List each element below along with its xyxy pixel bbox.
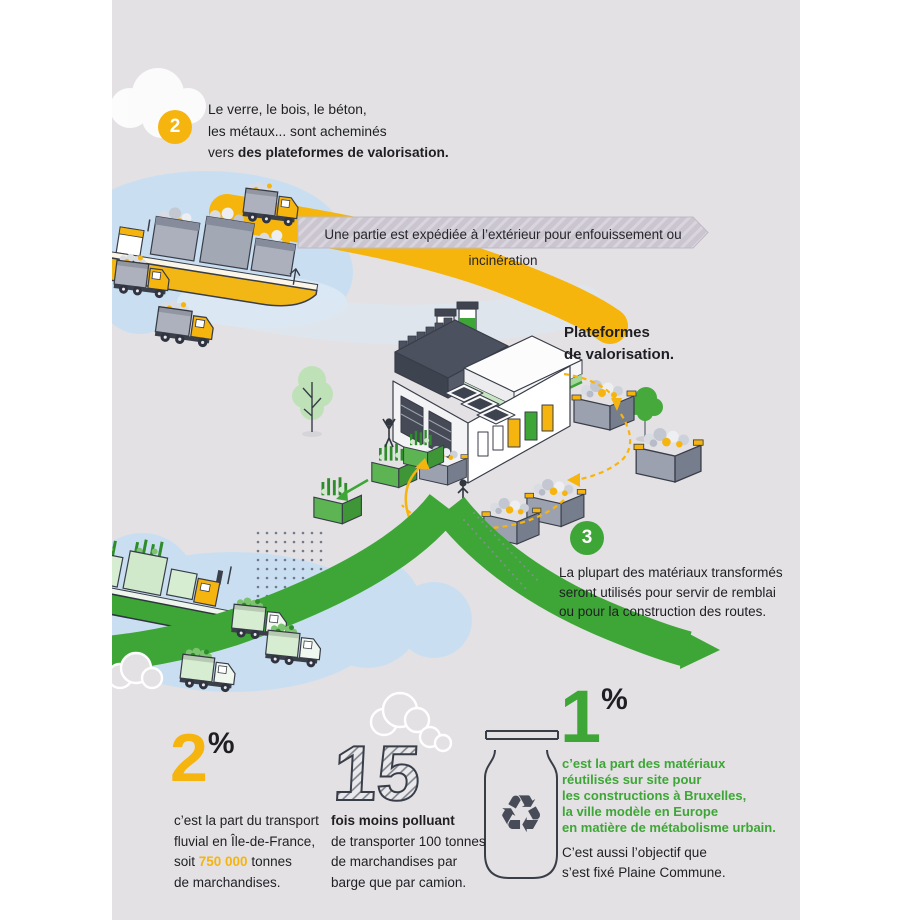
recycle-icon: ♻: [497, 785, 545, 845]
step-2-line2: les métaux... sont acheminés: [208, 123, 387, 139]
stat-fluvial-text: c’est la part du transport fluvial en Île-de-France, soit 750 000 tonnes de marchandises.: [174, 813, 319, 890]
stat-barge-value: 15: [331, 729, 423, 817]
stat-fluvial-value: 2: [170, 720, 206, 796]
step-2-text: [208, 99, 488, 164]
skip-wood: [314, 477, 362, 524]
stat-reuse-black-text: C’est aussi l’objectif que s’est fixé Plaine Commune.: [562, 845, 726, 880]
tree-light: [292, 366, 333, 437]
stat-fluvial-highlight: 750 000: [198, 854, 248, 869]
step-2-line3: vers des plateformes de valorisation.: [208, 145, 449, 160]
step-3-line3: ou pour la construction des routes.: [559, 604, 767, 619]
stat-barge-text: fois moins polluant de transporter 100 tonnes de marchandises par barge que par camion.: [331, 813, 486, 890]
infographic-panel: [112, 0, 800, 920]
stat-reuse-number: [560, 675, 628, 758]
step-2-line1: Le verre, le bois, le béton,: [208, 102, 367, 117]
step-2-number: 2: [169, 116, 181, 137]
step-3-number: 3: [581, 527, 593, 548]
stat-fluvial-number: [170, 720, 235, 796]
step-3-badge: [570, 521, 604, 555]
stat-reuse-value: 1: [560, 675, 600, 758]
platform-label: Plateformes de valorisation.: [564, 324, 675, 363]
step-3-text: [559, 563, 800, 622]
export-banner-label: Une partie est expédiée à l’extérieur pour enfouissement ou incinération: [324, 227, 682, 268]
step-2-badge: [158, 110, 192, 144]
step-3-line2: seront utilisés pour servir de remblai: [559, 584, 776, 600]
stat-reuse-text: c’est la part des matériaux réutilisés sur site pour les constructions à Bruxelles, la ville modèle en Europe en matière de métabolisme urbain. C’est aussi l’objectif que s’est fixé Plaine Commune.: [562, 756, 800, 883]
step-3-line1: La plupart des matériaux transformés: [559, 565, 783, 580]
stat-fluvial-unit: %: [207, 727, 235, 760]
stat-reuse-unit: %: [601, 683, 628, 716]
green-swoosh-arrowhead: [680, 630, 720, 669]
